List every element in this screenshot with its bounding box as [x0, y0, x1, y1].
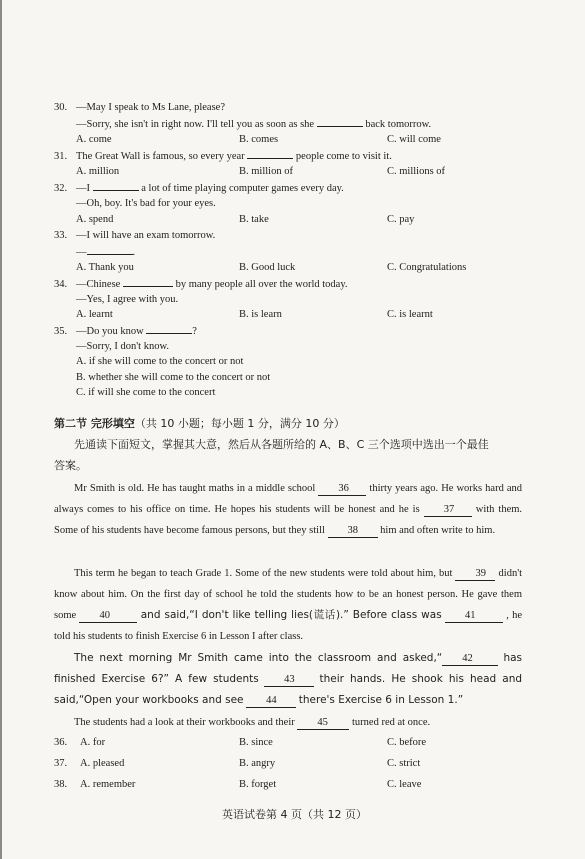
option-c: C. Congratulations	[387, 262, 467, 273]
question-30-line2: —Sorry, she isn't in right now. I'll tell you as soon as she back tomorrow.	[76, 116, 431, 133]
blank-39: 39	[455, 567, 495, 581]
option-b: B. comes	[239, 134, 279, 145]
instruction-line2: 答案。	[54, 459, 87, 472]
answer-blank	[247, 148, 293, 159]
question-number: 30.	[54, 102, 68, 113]
passage-paragraph-4: The students had a look at their workbooks and their 45 turned red at once.	[74, 717, 431, 728]
question-31: 31. The Great Wall is famous, so every year people come to visit it.	[54, 148, 392, 165]
blank-37: 37	[424, 503, 472, 517]
blank-36: 36	[318, 482, 366, 496]
answer-blank	[93, 180, 139, 191]
section-header	[54, 416, 345, 432]
answer-blank	[317, 116, 363, 127]
question-number: 36.	[54, 737, 68, 748]
question-32: 32. —I a lot of time playing computer games every day.	[54, 180, 344, 197]
blank-44: 44	[246, 694, 296, 708]
option-a: A. for	[80, 737, 106, 748]
question-34: 34. —Chinese by many people all over the world today.	[54, 276, 348, 293]
answer-blank	[123, 276, 173, 287]
option-c: C. is learnt	[387, 309, 433, 320]
question-number: 31.	[54, 151, 68, 162]
blank-43: 43	[264, 673, 314, 687]
option-b: B. take	[239, 214, 269, 225]
question-number: 37.	[54, 758, 68, 769]
blank-42: 42	[442, 652, 498, 666]
option-b: B. angry	[239, 758, 276, 769]
section-info: （共 10 小题；每小题 1 分，满分 10 分）	[134, 417, 345, 430]
option-c: C. leave	[387, 779, 422, 790]
passage-paragraph-2: This term he began to teach Grade 1. Some of the new students were told about him, but 39 didn't know about him. On the first day of school he told the students how to be an honest person. He gave them some 40 and said,“I don't like telling lies(谎话).” Before class was 41 , he told his students to finish Exercise 6 in Lesson I after class.	[54, 568, 523, 642]
question-35: 35. —Do you know ?	[54, 323, 197, 340]
blank-40: 40	[79, 609, 137, 623]
page-footer: 英语试卷第 4 页（共 12 页）	[222, 808, 367, 821]
answer-blank	[87, 244, 133, 255]
option-c: C. strict	[387, 758, 421, 769]
option-a: A. million	[76, 166, 120, 177]
blank-41: 41	[445, 609, 503, 623]
answer-blank	[146, 323, 192, 334]
option-c: C. before	[387, 737, 427, 748]
option-a: A. spend	[76, 214, 114, 225]
option-b: B. forget	[239, 779, 277, 790]
question-number: 35.	[54, 326, 68, 337]
section-title: 第二节 完形填空	[54, 417, 135, 430]
option-c: C. millions of	[387, 166, 446, 177]
option-a: A. remember	[80, 779, 136, 790]
option-b: B. million of	[239, 166, 293, 177]
instruction-line1: 先通读下面短文，掌握其大意，然后从各题所给的 A、B、C 三个选项中选出一个最佳	[74, 438, 489, 451]
question-33: 33. —I will have an exam tomorrow.	[54, 228, 215, 244]
question-35-line2: —Sorry, I don't know.	[76, 341, 169, 352]
question-30	[54, 100, 225, 116]
option-c: C. if will she come to the concert	[76, 387, 216, 398]
passage-paragraph-3: The next morning Mr Smith came into the classroom and asked,“ 42 has finished Exercise 6?” A few students 43 their hands. He shook his head and said,“Open your workbooks and see 44 there's Exercise 6 in Lesson 1.”	[54, 652, 523, 706]
option-a: A. Thank you	[76, 262, 134, 273]
passage-paragraph-1: Mr Smith is old. He has taught maths in a middle school 36 thirty years ago. He works hard and always comes to his office on time. He hopes his students will be honest and he is 37 with them. Some of his students have become famous persons, but they still 38 him and often write to him.	[54, 483, 523, 536]
question-33-line2: — .	[76, 244, 135, 261]
option-b: B. since	[239, 737, 273, 748]
question-number: 32.	[54, 183, 68, 194]
option-c: C. pay	[387, 214, 415, 225]
question-number: 34.	[54, 279, 68, 290]
option-b: B. is learn	[239, 309, 282, 320]
blank-38: 38	[328, 524, 378, 538]
option-c: C. will come	[387, 134, 441, 145]
question-32-line2: —Oh, boy. It's bad for your eyes.	[76, 198, 216, 209]
question-number: 38.	[54, 779, 68, 790]
option-a: A. pleased	[80, 758, 125, 769]
blank-45: 45	[297, 716, 349, 730]
option-a: A. learnt	[76, 309, 113, 320]
question-34-line2: —Yes, I agree with you.	[76, 294, 179, 305]
option-a: A. if she will come to the concert or not	[76, 356, 244, 367]
option-b: B. Good luck	[239, 262, 296, 273]
option-a: A. come	[76, 134, 112, 145]
question-text: —May I speak to Ms Lane, please?	[76, 102, 225, 113]
question-number: 33.	[54, 230, 68, 241]
option-b: B. whether she will come to the concert or not	[76, 372, 271, 383]
